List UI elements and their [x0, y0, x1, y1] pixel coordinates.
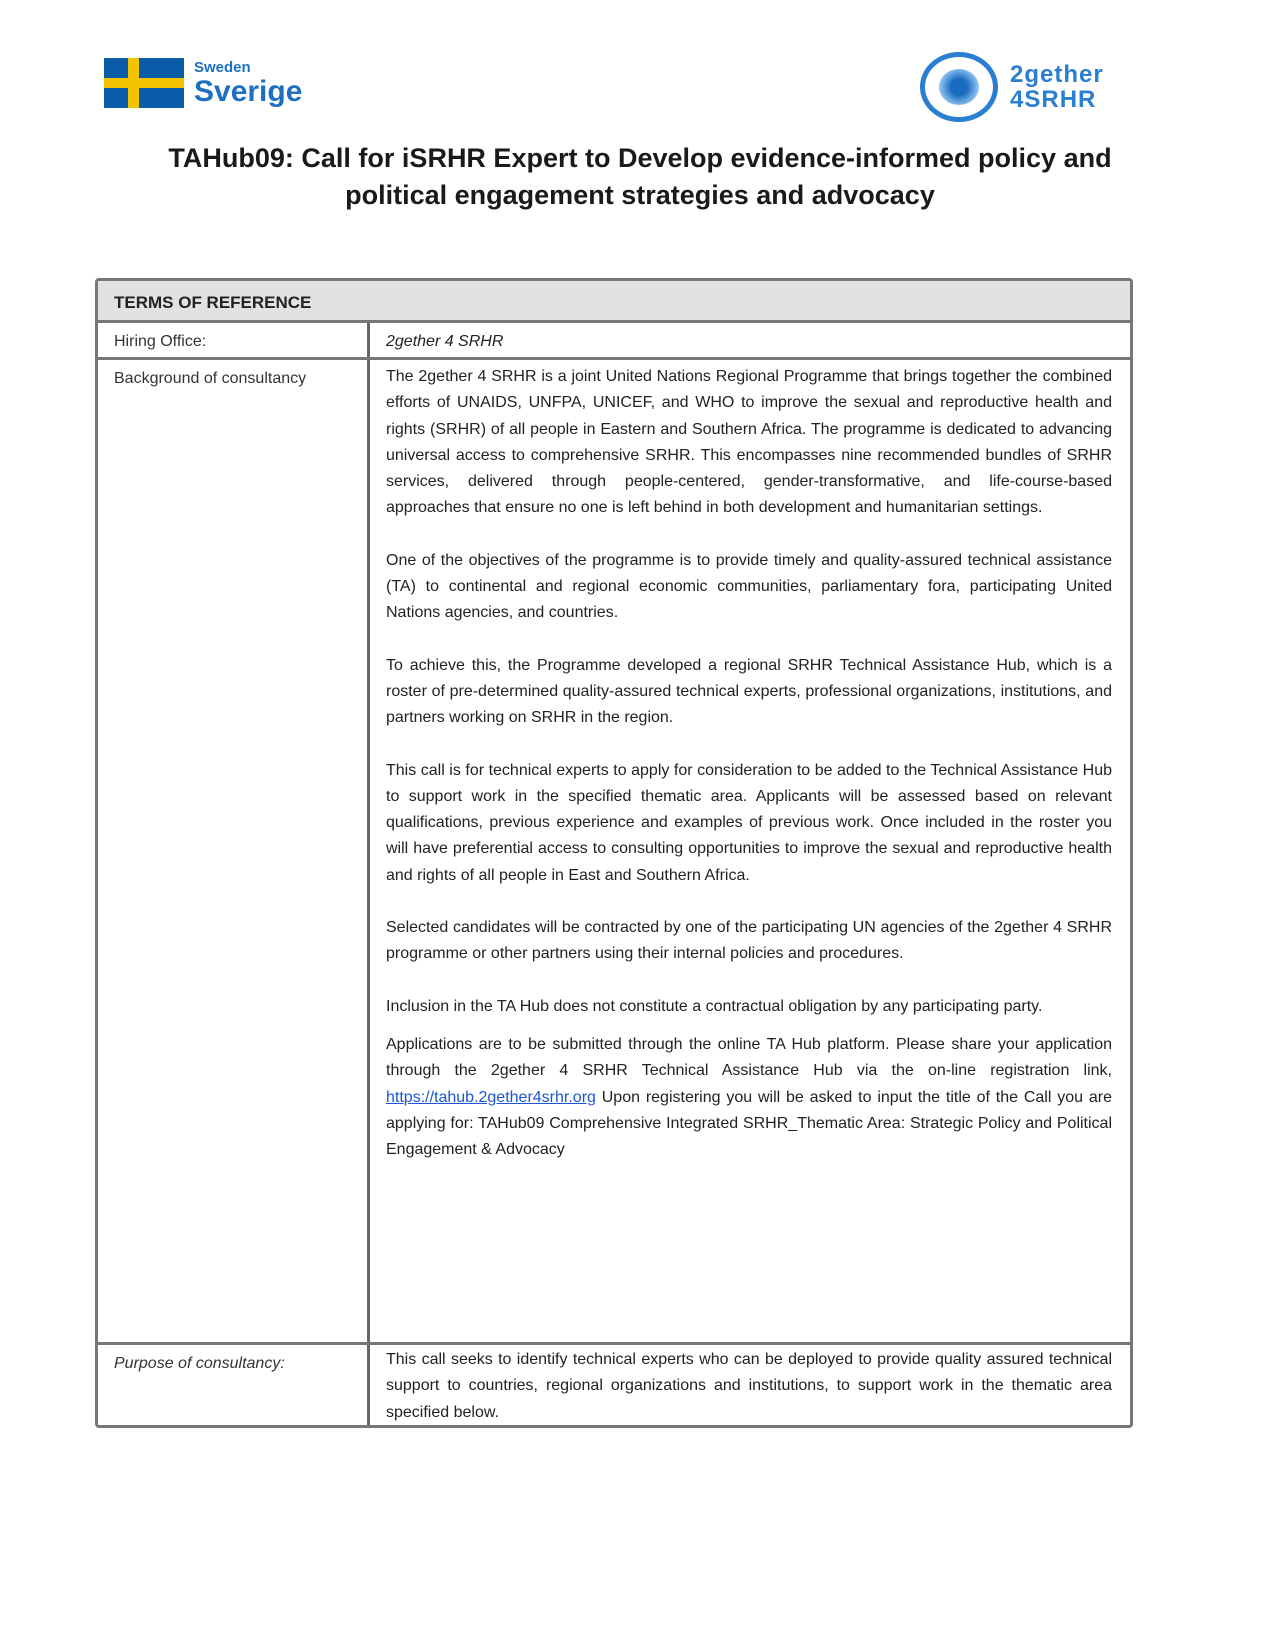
- terms-of-reference-table: [95, 278, 1133, 1428]
- table-heading: TERMS OF REFERENCE: [98, 281, 1130, 323]
- row-label: Hiring Office:: [98, 323, 370, 357]
- paragraph: To achieve this, the Programme developed a regional SRHR Technical Assistance Hub, which is a roster of pre-determined quality-assured technical experts, professional organizations, institutions, and partners working on SRHR in the region.: [386, 656, 1112, 727]
- logo-text-line2: 4SRHR: [1010, 86, 1097, 113]
- paragraph: The 2gether 4 SRHR is a joint United Nations Regional Programme that brings together the combined efforts of UNAIDS, UNFPA, UNICEF, and WHO to improve the sexual and reproductive health and rights (SRHR) of all people in Eastern and Southern Africa. The programme is dedicated to advancing universal access to comprehensive SRHR. This encompasses nine recommended bundles of SRHR services, delivered through people-centered, gender-transformative, and life-course-based approaches that ensure no one is left behind in both development and humanitarian settings.: [386, 368, 1112, 517]
- document-title: TAHub09: Call for iSRHR Expert to Develop evidence-informed policy and political engagement strategies and advocacy: [168, 143, 1112, 210]
- paragraph: Selected candidates will be contracted by one of the participating UN agencies of the 2gether 4 SRHR programme or other partners using their internal policies and procedures.: [386, 919, 1112, 963]
- application-text-after: Upon registering you will be asked to input the title of the Call you are applying for: TAHub09 Comprehensive Integrated SRHR_Thematic Area: Strategic Policy and Political Engagement & Advocacy: [386, 1088, 1112, 1159]
- table-row-purpose: [98, 1345, 1130, 1425]
- sweden-label: Sweden: [194, 58, 251, 76]
- 2gether4srhr-logo: [920, 52, 1104, 122]
- swedish-flag-icon: [104, 58, 184, 108]
- registration-link[interactable]: https://tahub.2gether4srhr.org: [386, 1088, 596, 1106]
- sverige-label: Sverige: [194, 74, 303, 108]
- table-row-background: [98, 360, 1130, 1345]
- row-value: 2gether 4 SRHR: [386, 333, 504, 350]
- logo-text-line1: 2gether: [1010, 60, 1104, 88]
- row-value: This call seeks to identify technical experts who can be deployed to provide quality assured technical support to countries, regional organizations and institutions, to support work in the thematic area specified below.: [386, 1351, 1112, 1421]
- table-row-hiring-office: [98, 323, 1130, 360]
- row-label: Background of consultancy: [98, 360, 370, 1342]
- paragraph: Inclusion in the TA Hub does not constitute a contractual obligation by any participating party.: [386, 997, 1043, 1015]
- application-paragraph: [386, 1032, 1112, 1163]
- row-label: Purpose of consultancy:: [98, 1345, 370, 1425]
- sweden-logo: [104, 58, 302, 108]
- un-emblem-icon: [920, 52, 998, 122]
- application-text: Applications are to be submitted through the online TA Hub platform. Please share your application through the 2gether 4 SRHR Technical Assistance Hub via the on-line registration link,: [386, 1035, 1112, 1080]
- paragraph: One of the objectives of the programme is to provide timely and quality-assured technical assistance (TA) to continental and regional economic communities, parliamentary fora, participating United Nations agencies, and countries.: [386, 551, 1112, 622]
- paragraph: This call is for technical experts to apply for consideration to be added to the Technical Assistance Hub to support work in the specified thematic area. Applicants will be assessed based on relevant qualifications, previous experience and examples of previous work. Once included in the roster you will have preferential access to consulting opportunities to improve the sexual and reproductive health and rights of all people in East and Southern Africa.: [386, 761, 1112, 884]
- row-value: [370, 360, 1130, 1342]
